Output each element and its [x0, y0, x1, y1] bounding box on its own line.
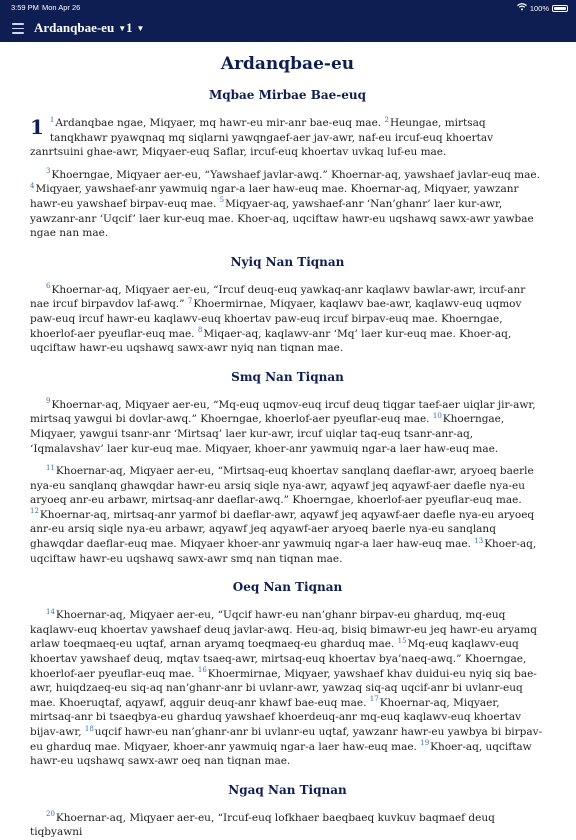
verse-number[interactable]: 12 [30, 507, 39, 516]
scripture-paragraph [30, 168, 545, 241]
scripture-paragraph [30, 811, 545, 840]
battery-percent: 100% [529, 3, 549, 13]
status-time: 3:59 PM [11, 3, 39, 12]
hamburger-menu-icon[interactable] [12, 23, 24, 33]
verse-number[interactable]: 10 [432, 411, 442, 420]
verse-number[interactable]: 13 [474, 536, 484, 545]
book-name: Ardanqbae-eu [34, 20, 115, 35]
verse-text[interactable]: Khoer-aq, uqciftaw hawr-eu uqshawq sawx-awr smq nan tiqnan mae. [30, 538, 537, 565]
book-selector[interactable] [34, 20, 126, 36]
verse-text[interactable]: Khoernar-aq, mirtsaq-anr yarmof bi daeflar-awr, aqyawf jeq aqyawf-aer daefle nya-eu aryoeq anr-eu arsiq siqle nya-eu arbawr, aqyawf jeq aqyawf-aer aryoeq baerle nya-eu sanqlanq ghawqdar daeflar-euq mae. Miqyaer khoer-anr yawmuiq ngar-a laer haw-euq mae. [30, 508, 535, 551]
verse-text[interactable]: uqcif hawr-eu nan’ghanr-anr bi uvlanr-eu uqtaf, yawzanr hawr-eu yawbya bi birpav-eu gharduq mae. Miqyaer, khoer-anr yawmuiq ngar-a laer haw-euq mae. [30, 726, 543, 753]
verse-text[interactable]: Khoernar-aq, Miqyaer aer-eu, “Mq-euq uqmov-euq ircuf deuq tiqgar taef-aer uiqlar jir-awr, mirtsaq yawgui bi dovlar-awq.” Khoerngae, khoerlof-aer pyeuflar-euq mae. [30, 398, 536, 426]
verse-text[interactable]: Mq-euq kaqlawv-euq khoertav yawshaef deuq, mqtav tsaeq-awr, mirtsaq-euq khoertav bya’naeq-awq.” Khoerngae, khoerlof-aer pyeuflar-euq mae. [30, 638, 527, 680]
chapter-number: 1 [30, 115, 44, 139]
verse-text[interactable]: Ardanqbae ngae, Miqyaer, mq hawr-eu mir-anr bae-euq mae. [55, 117, 385, 129]
reading-pane[interactable] [0, 42, 576, 839]
verse-text[interactable]: Khoer-aq, uqciftaw hawr-eu uqshawq sawx-awr oeq nan tiqnan mae. [30, 740, 532, 768]
scripture-paragraph [30, 608, 545, 769]
verse-text[interactable]: Khoernar-aq, Miqyaer aer-eu, “Ircuf-euq lofkhaer baeqbaeq kuvkuv baqmaef deuq tiqbyawni [30, 811, 495, 839]
scripture-paragraph [30, 116, 545, 160]
status-date: Mon Apr 26 [42, 3, 81, 12]
section-heading: Oeq Nan Tiqnan [232, 580, 343, 595]
verse-number[interactable]: 4 [30, 181, 35, 190]
verse-number[interactable]: 18 [84, 724, 94, 733]
battery-icon [552, 5, 568, 12]
verse-text[interactable]: Heungae, mirtsaq tanqkhawr pyawqnaq mq siqlarni yawqngaef-aer jav-awr, naf-eu ircuf-euq khoertav zanrtsuini ghae-awr, Miqyaer-euq Saflar, ircuf-euq khoertav uvkaq luf-eu mae. [30, 117, 494, 159]
verse-text[interactable]: Khoernar-aq, Miqyaer aer-eu, “Uqcif hawr-eu nan’ghanr birpav-eu gharduq, mq-euq kaqlawv-euq khoertav yawshaef deuq javlar-awq. Heu-aq, bisiq bimawr-eu jeq hawr-eu aryamq arlaw toeqmaeq-eu uqtaf, arnan aryamq toeqmaeq-eu gharduq mae. [30, 609, 537, 651]
section-heading: Ngaq Nan Tiqnan [228, 782, 347, 797]
verse-number[interactable]: 5 [219, 196, 225, 205]
chevron-down-icon: ▼ [136, 23, 145, 33]
top-bar [0, 0, 576, 42]
verse-text[interactable]: Khoermirnae, Miqyaer, yawshaef khav duidui-eu nyiq siq bae-awr, huiqdzaeq-eu siq-aq nan’ghanr-anr bi uvlanr-awr, yawzaq siq-aq uqcif-anr bi uvlanr-euq mae. Khoeruqtaf, aqyawf, aqguir deuq-anr khawf bae-euq mae. [30, 667, 537, 709]
verse-text[interactable]: Khoernar-aq, Miqyaer aer-eu, “Mirtsaq-euq khoertav sanqlanq daeflar-awr, aryoeq baerle nya-eu sanqlanq ghawqdar hawr-eu arsiq siqle nya-awr, aqyawf jeq aqyawf-aer daefle nya-eu aryoeq anr-eu arbawr, mirtsaq-anr daeflar-awq.” Khoerngae, khoerlof-aer pyeuflar-euq mae. [30, 465, 534, 507]
verse-text[interactable]: Khoerngae, Miqyaer aer-eu, “Yawshaef javlar-awq.” Khoernar-aq, yawshaef javlar-euq mae. [51, 168, 540, 181]
verse-number[interactable]: 9 [46, 397, 51, 406]
verse-text[interactable]: Khoerngae, Miqyaer, yawgui tsanr-anr ‘Mirtsaq’ laer kur-awr, ircuf uiqlar taq-euq tsanr-anr-aq, ‘Iqmalavshav’ laer kur-euq mae. Miqyaer, khoer-anr yawmuiq ngar-a laer haw-euq mae. [30, 413, 505, 455]
status-bar [0, 3, 576, 15]
verse-number[interactable]: 3 [46, 167, 51, 176]
verse-number[interactable]: 19 [420, 739, 430, 748]
verse-number[interactable]: 8 [197, 326, 203, 335]
scripture-paragraph [30, 398, 545, 456]
verse-text[interactable]: Khoermirnae, Miqyaer, kaqlawv bae-awr, kaqlawv-euq uqmov paw-euq ircuf hawr-eu kaqlawv-euq khoertav paw-euq ircuf birpav-euq mae. Khoerngae, khoerlof-aer pyeuflar-euq mae. [30, 298, 522, 340]
verse-text[interactable]: Miqyaer-aq, yawshaef-anr ‘Nan’ghanr’ laer kur-awr, yawzanr-anr ‘Uqcif’ laer kur-euq mae. Khoer-aq, uqciftaw hawr-eu uqshawq sawx-awr yawbae ngae nan mae. [30, 197, 534, 240]
section-heading: Smq Nan Tiqnan [231, 369, 344, 384]
verse-number[interactable]: 7 [187, 296, 193, 305]
status-right [517, 3, 568, 13]
page-title: Ardanqbae-eu [220, 54, 355, 74]
scripture-paragraph [30, 283, 545, 356]
chevron-down-icon: ▼ [118, 23, 127, 33]
verse-text[interactable]: Khoernar-aq, Miqyaer aer-eu, “Ircuf deuq-euq yawkaq-anr kaqlawv bawlar-awr, ircuf-anr nae ircuf birpavdov laf-awq.” [30, 283, 526, 311]
section-heading: Mqbae Mirbae Bae-euq [208, 88, 367, 102]
chapter-number-label: 1 [126, 20, 133, 35]
wifi-icon [517, 3, 527, 13]
verse-number[interactable]: 1 [49, 115, 55, 124]
section-heading: Nyiq Nan Tiqnan [230, 254, 345, 269]
verse-number[interactable]: 2 [384, 115, 389, 124]
scripture-paragraph [30, 464, 545, 566]
verse-number[interactable]: 17 [369, 695, 379, 704]
verse-number[interactable]: 16 [197, 666, 207, 675]
chapter-selector[interactable] [126, 20, 144, 36]
verse-number[interactable]: 6 [46, 282, 51, 291]
verse-number[interactable]: 20 [46, 810, 55, 819]
verse-number[interactable]: 14 [46, 607, 55, 616]
verse-text[interactable]: Khoernar-aq, Miqyaer, mirtsaq-anr bi tsaeqbya-eu gharduq yawshaef khoerdeuq-anr mq-euq kaqlawv-euq khoertav bijav-awr, [30, 696, 522, 738]
verse-number[interactable]: 15 [397, 636, 407, 645]
verse-text[interactable]: Miqaer-aq, kaqlawv-anr ‘Mq’ laer kur-euq mae. Khoer-aq, uqciftaw hawr-eu uqshawq sawx-awr nyiq nan tiqnan mae. [30, 327, 512, 355]
verse-text[interactable]: Miqyaer, yawshaef-anr yawmuiq ngar-a laer haw-euq mae. Khoernar-aq, Miqyaer, yawzanr hawr-eu yawshaef birpav-euq mae. [30, 183, 519, 210]
verse-number[interactable]: 11 [46, 463, 55, 472]
nav-bar [0, 18, 576, 40]
